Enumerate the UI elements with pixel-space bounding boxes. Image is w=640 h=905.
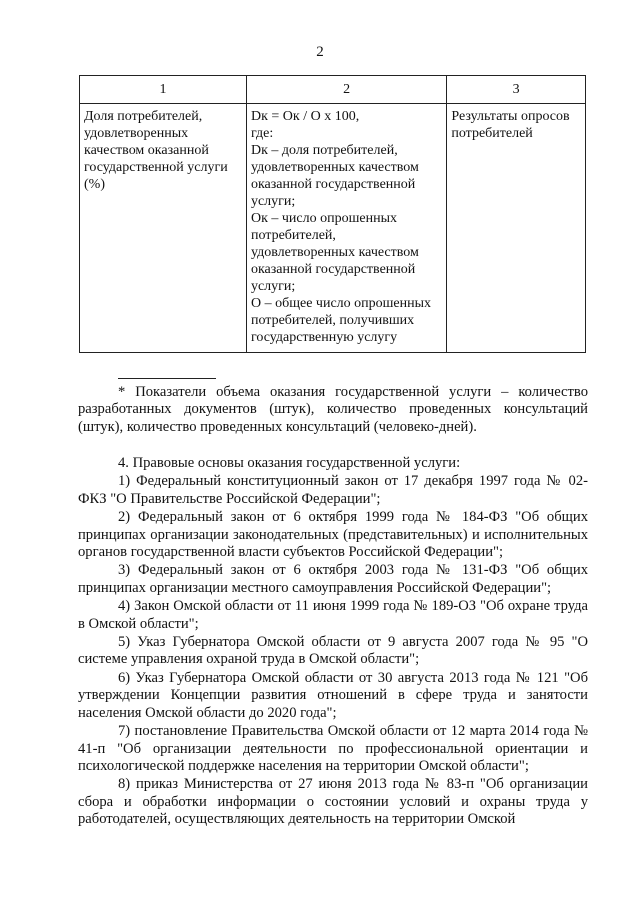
list-item: 5) Указ Губернатора Омской области от 9 августа 2007 года № 95 "О системе управления охраной труда в Омской области"; [78,634,588,668]
column-header-3: 3 [447,76,586,104]
list-item: 4) Закон Омской области от 11 июня 1999 года № 189-ОЗ "Об охране труда в Омской области"; [78,598,588,632]
formula-line: Oк – число опрошенных потребителей, удовлетворенных качеством оказанной государственной услуги; [250,211,419,294]
table-row [80,104,586,353]
data-source: Результаты опросов потребителей [451,109,570,141]
formula-line: O – общее число опрошенных потребителей, получивших государственную услугу [250,296,432,345]
table-header-row [80,76,586,104]
list-item: 7) постановление Правительства Омской области от 12 марта 2014 года № 41-п "Об организации деятельности по профессиональной ориентации и психологической поддержке населения на территории Омской области"; [78,723,588,774]
formula-line: Dк = Oк / O x 100, [250,109,360,124]
source-cell [447,104,586,353]
list-item: 1) Федеральный конституционный закон от 17 декабря 1997 года № 02-ФКЗ "О Правительстве Российской Федерации"; [78,473,588,507]
indicator-table [79,75,586,353]
indicator-name: Доля потребителей, удовлетворенных качеством оказанной государственной услуги (%) [84,109,228,192]
section-heading: 4. Правовые основы оказания государственной услуги: [118,455,461,471]
list-item: 8) приказ Министерства от 27 июня 2013 года № 83-п "Об организации сбора и обработки информации о состоянии условий и охраны труда у работодателей, осуществляющих деятельность на территории Омской [78,776,588,828]
footnote-text: * Показатели объема оказания государственной услуги – количество разработанных документов (штук), количество проведенных консультаций (штук), количество проведенных консультаций (человеко-дней). [78,384,588,435]
column-header-2: 2 [246,76,446,104]
footnote-separator [118,378,216,379]
page-number: 2 [316,44,324,60]
formula-line: где: [250,126,274,141]
list-item: 6) Указ Губернатора Омской области от 30 августа 2013 года № 121 "Об утверждении Концепции развития отношений в сфере труда и занятости населения Омской области до 2020 года"; [78,669,588,721]
list-item: 2) Федеральный закон от 6 октября 1999 года № 184-ФЗ "Об общих принципах организации законодательных (представительных) и исполнительных органов государственной власти субъектов Российской Федерации"; [78,509,588,561]
column-header-1: 1 [80,76,247,104]
indicator-cell [80,104,247,353]
list-item: 3) Федеральный закон от 6 октября 2003 года № 131-ФЗ "Об общих принципах организации местного самоуправления Российской Федерации"; [78,562,588,596]
formula-cell [246,104,446,353]
formula-line: Dк – доля потребителей, удовлетворенных качеством оказанной государственной услуги; [250,143,419,209]
footnote [78,384,588,436]
legal-basis-section [78,455,588,830]
